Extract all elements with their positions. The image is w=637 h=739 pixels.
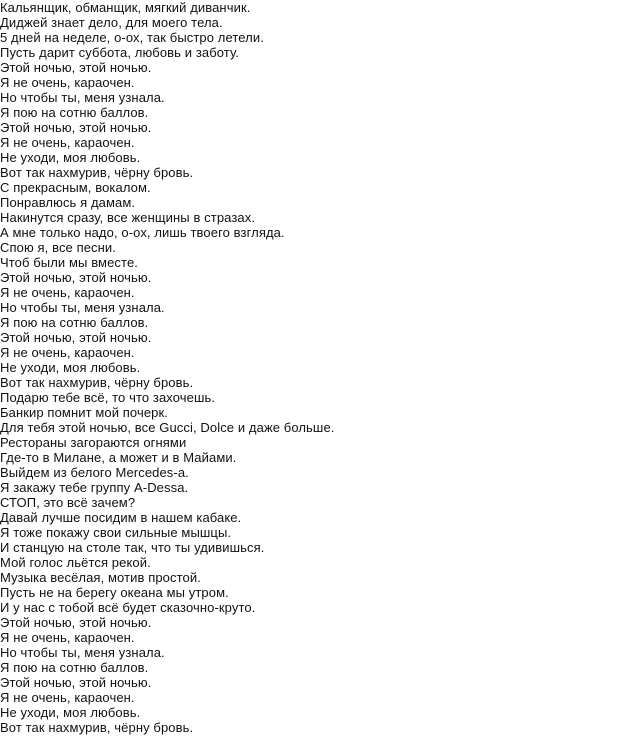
lyric-line: 5 дней на неделе, о-ох, так быстро летели. <box>0 30 264 45</box>
lyric-line: Мой голос льётся рекой. <box>0 555 151 570</box>
lyric-line: Понравлюсь я дамам. <box>0 195 136 210</box>
lyric-line: Я не очень, караочен. <box>0 690 135 705</box>
lyric-line: Я не очень, караочен. <box>0 135 135 150</box>
lyric-line: Музыка весёлая, мотив простой. <box>0 570 201 585</box>
lyric-line: Я пою на сотню баллов. <box>0 315 149 330</box>
lyric-line: Я не очень, караочен. <box>0 630 135 645</box>
lyric-line: Спою я, все песни. <box>0 240 117 255</box>
lyric-line: Я не очень, караочен. <box>0 285 135 300</box>
lyric-line: Накинутся сразу, все женщины в стразах. <box>0 210 256 225</box>
lyric-line: Для тебя этой ночью, все Gucci, Dolce и даже больше. <box>0 420 335 435</box>
lyric-line: Этой ночью, этой ночью. <box>0 675 152 690</box>
lyric-line: Не уходи, моя любовь. <box>0 705 141 720</box>
lyric-line: Диджей знает дело, для моего тела. <box>0 15 223 30</box>
lyric-line: Рестораны загораются огнями <box>0 435 187 450</box>
lyric-line: Пусть не на берегу океана мы утром. <box>0 585 229 600</box>
lyric-line: И станцую на столе так, что ты удивишься. <box>0 540 265 555</box>
lyric-line: И у нас с тобой всё будет сказочно-круто. <box>0 600 256 615</box>
lyric-line: А мне только надо, о-ох, лишь твоего взгляда. <box>0 225 285 240</box>
lyric-line: Вот так нахмурив, чёрну бровь. <box>0 165 194 180</box>
lyric-line: Этой ночью, этой ночью. <box>0 330 152 345</box>
lyric-line: Этой ночью, этой ночью. <box>0 120 152 135</box>
lyric-line: Я не очень, караочен. <box>0 75 135 90</box>
lyric-line: Я закажу тебе группу A-Dessa. <box>0 480 189 495</box>
lyric-line: Этой ночью, этой ночью. <box>0 60 152 75</box>
lyric-line: Не уходи, моя любовь. <box>0 360 141 375</box>
lyric-line: Но чтобы ты, меня узнала. <box>0 90 165 105</box>
lyric-line: СТОП, это всё зачем? <box>0 495 136 510</box>
lyric-line: Я тоже покажу свои сильные мышцы. <box>0 525 232 540</box>
lyric-line: Где-то в Милане, а может и в Майами. <box>0 450 237 465</box>
lyric-line: Я пою на сотню баллов. <box>0 660 149 675</box>
lyric-line: Не уходи, моя любовь. <box>0 150 141 165</box>
lyric-line: С прекрасным, вокалом. <box>0 180 151 195</box>
lyric-line: Пусть дарит суббота, любовь и заботу. <box>0 45 240 60</box>
lyric-line: Давай лучше посидим в нашем кабаке. <box>0 510 242 525</box>
lyric-line: Подарю тебе всё, то что захочешь. <box>0 390 216 405</box>
lyric-line: Этой ночью, этой ночью. <box>0 270 152 285</box>
lyric-line: Я не очень, караочен. <box>0 345 135 360</box>
lyric-line: Но чтобы ты, меня узнала. <box>0 300 165 315</box>
lyric-line: Вот так нахмурив, чёрну бровь. <box>0 720 194 735</box>
lyric-line: Чтоб были мы вместе. <box>0 255 138 270</box>
lyric-line: Я пою на сотню баллов. <box>0 105 149 120</box>
lyric-line: Этой ночью, этой ночью. <box>0 615 152 630</box>
lyric-line: Кальянщик, обманщик, мягкий диванчик. <box>0 0 251 15</box>
lyric-line: Выйдем из белого Mercedes-а. <box>0 465 189 480</box>
lyric-line: Но чтобы ты, меня узнала. <box>0 645 165 660</box>
lyric-line: Вот так нахмурив, чёрну бровь. <box>0 375 194 390</box>
lyric-line: Банкир помнит мой почерк. <box>0 405 169 420</box>
